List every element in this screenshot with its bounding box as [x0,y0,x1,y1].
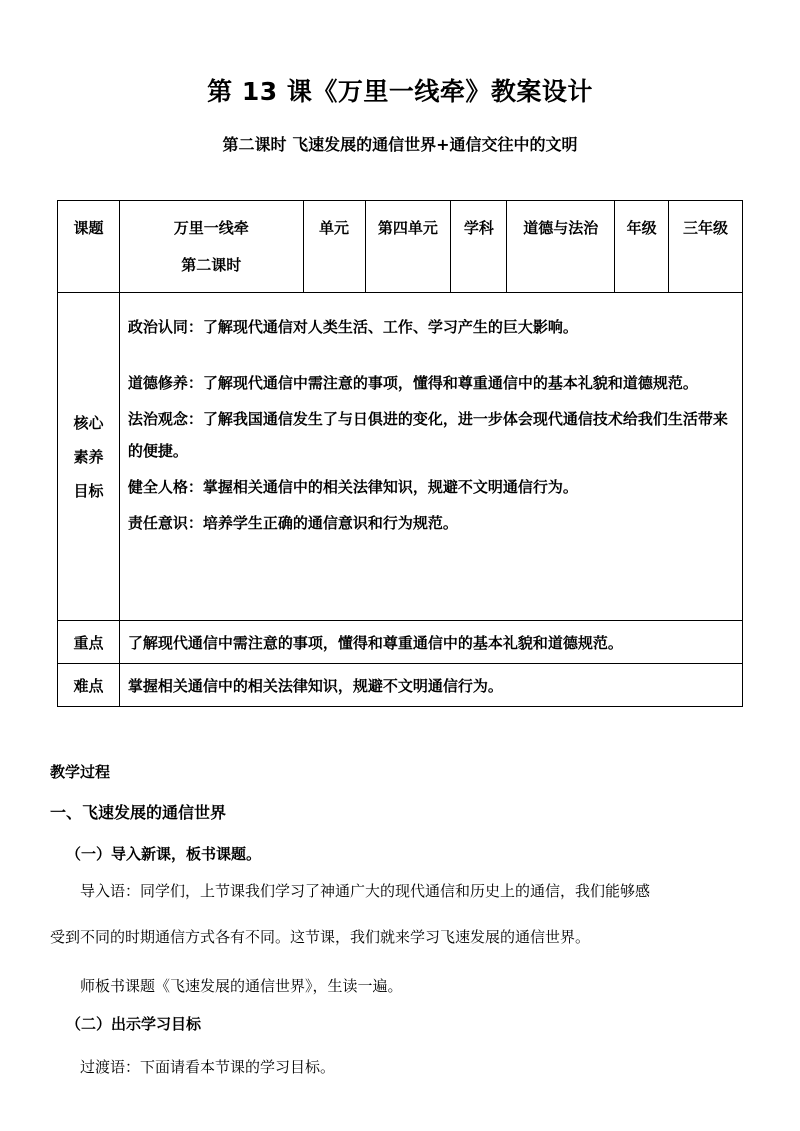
key-point-row [58,621,743,664]
paragraph-line: 过渡语：下面请看本节课的学习目标。 [80,1058,336,1076]
difficult-point-label: 难点 [58,664,120,707]
subject-value: 道德与法治 [523,219,599,237]
key-point-text: 了解现代通信中需注意的事项，懂得和尊重通信中的基本礼貌和道德规范。 [119,621,742,664]
subject-label: 学科 [463,219,494,237]
course-name: 万里一线牵 [173,219,249,237]
grade-value: 三年级 [683,219,729,237]
course-value-cell [119,201,303,293]
key-point-label: 重点 [58,621,120,664]
difficult-point-text: 掌握相关通信中的相关法律知识，规避不文明通信行为。 [119,664,742,707]
unit-label-cell [303,201,365,293]
paragraph-line: 导入语：同学们，上节课我们学习了神通广大的现代通信和历史上的通信，我们能够感 [80,882,651,900]
unit-value-cell [365,201,451,293]
page-title: 第 13 课《万里一线牵》教案设计 [207,77,593,106]
paragraph-line: 受到不同的时期通信方式各有不同。这节课，我们就来学习飞速发展的通信世界。 [50,928,591,946]
core-goals-row [58,293,743,621]
subject-label-cell [451,201,507,293]
table-header-row [58,201,743,293]
core-goals-label-line: 目标 [73,481,104,500]
core-goal-item: 法治观念：了解我国通信发生了与日俱进的变化，进一步体会现代通信技术给我们生活带来的便捷。 [127,410,728,460]
process-heading: 教学过程 [50,763,111,781]
grade-label: 年级 [626,219,657,237]
unit-label: 单元 [319,219,350,237]
course-label-cell [58,201,120,293]
grade-value-cell [669,201,743,293]
lesson-info-table [57,200,743,707]
step-title: （二）出示学习目标 [66,1015,202,1033]
page-subtitle: 第二课时 飞速发展的通信世界+通信交往中的文明 [222,135,578,154]
grade-label-cell [615,201,669,293]
core-goals-label-line: 素养 [73,447,104,466]
unit-value: 第四单元 [377,219,438,237]
core-goal-item: 健全人格：掌握相关通信中的相关法律知识，规避不文明通信行为。 [127,478,578,496]
section-title: 一、飞速发展的通信世界 [50,803,227,822]
core-goals-label-line: 核心 [73,413,104,432]
core-goal-item: 政治认同：了解现代通信对人类生活、工作、学习产生的巨大影响。 [127,318,578,336]
core-goal-item: 责任意识：培养学生正确的通信意识和行为规范。 [127,514,458,532]
core-goals-label-cell [58,293,120,621]
course-label: 课题 [73,219,104,237]
subject-value-cell [507,201,615,293]
step-title: （一）导入新课，板书课题。 [66,845,262,863]
core-goal-item: 道德修养：了解现代通信中需注意的事项，懂得和尊重通信中的基本礼貌和道德规范。 [127,374,698,392]
core-goals-content [119,293,742,621]
course-session: 第二课时 [181,256,242,274]
difficult-point-row [58,664,743,707]
paragraph-line: 师板书课题《飞速发展的通信世界》，生读一遍。 [80,977,403,995]
